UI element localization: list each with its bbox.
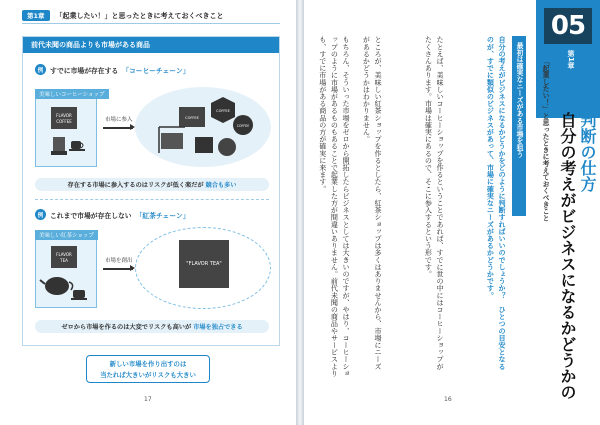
coffee-shop-icon bbox=[41, 103, 91, 163]
example2-lead: これまで市場が存在しない bbox=[50, 211, 132, 220]
tea-brand-sign bbox=[179, 240, 229, 288]
svg-text:FLAVOR: FLAVOR bbox=[56, 252, 72, 257]
page-number-right: 16 bbox=[444, 396, 452, 403]
book-gutter bbox=[296, 0, 304, 425]
enter-market-label: 市場に参入 bbox=[105, 117, 133, 123]
example1-lead: すでに市場が存在する bbox=[50, 66, 119, 75]
example1-highlight: 「コーヒーチェーン」 bbox=[122, 66, 190, 75]
subheading-box bbox=[512, 36, 526, 216]
example2-heading bbox=[35, 209, 190, 220]
illustration-panel bbox=[22, 36, 280, 346]
example1-heading bbox=[35, 64, 190, 75]
strip2-text: ゼロから市場を作るのは大変でリスクも高いが bbox=[61, 324, 192, 331]
strip1-highlight: 競合も多い bbox=[205, 182, 237, 189]
key-takeaway-callout bbox=[86, 355, 210, 383]
chapter-number: 05 bbox=[544, 8, 592, 44]
arrow-right-icon bbox=[103, 268, 133, 270]
create-market-label: 市場を創出 bbox=[105, 258, 133, 264]
callout-line-2: 当たれば大きいがリスクも大きい bbox=[100, 371, 196, 379]
section-title-line2: 判断の仕方 bbox=[578, 112, 597, 192]
running-header bbox=[22, 10, 224, 21]
left-page bbox=[0, 0, 296, 425]
paragraph-coffee: たとえば、美味しいコーヒーショップを作るということであれば、すでに世の中にはコーヒーショップがたくさんあります。市場は確実にあるので、そこに参入するという形です。 bbox=[424, 36, 445, 370]
example-badge: 例 bbox=[35, 64, 46, 75]
subheading-text: 最初は確実なニーズがある市場を狙う bbox=[515, 42, 523, 158]
tea-brand-sign-text: "FLAVOR TEA" bbox=[186, 261, 222, 267]
svg-text:TEA: TEA bbox=[60, 258, 68, 263]
chapter-pill: 第1章 bbox=[22, 10, 50, 21]
callout-line-1: 新しい市場を作り出すのは bbox=[109, 360, 187, 368]
panel-title: 前代未聞の商品よりも市場がある商品 bbox=[23, 37, 279, 53]
svg-text:COFFEE: COFFEE bbox=[185, 116, 199, 120]
svg-text:FLAVOR: FLAVOR bbox=[56, 113, 72, 118]
insight-strip-2 bbox=[35, 320, 269, 333]
chapter-label: 第1章 bbox=[567, 50, 575, 69]
competitor-signs-icon bbox=[145, 93, 265, 163]
tea-store-tag: 美味しい紅茶ショップ bbox=[35, 230, 98, 240]
header-rule bbox=[22, 23, 280, 24]
svg-text:COFFEE: COFFEE bbox=[216, 109, 230, 113]
example2-highlight: 「紅茶チェーン」 bbox=[135, 211, 190, 220]
section-title-line1: 自分の考えがビジネスになるかどうかの bbox=[558, 112, 577, 400]
paragraph-market-pioneer: もちろん、そういった市場をゼロから開拓したらビジネスとしては大きいのですが、やはり、コーヒーショップのように市場があるものもあることで起業した方が間違いありません。前代未聞の商品やサービスよりも、すでに市場がある商品の方が確実に来ます。 bbox=[318, 36, 351, 377]
tea-shop-icon bbox=[39, 244, 95, 306]
svg-text:COFFEE: COFFEE bbox=[56, 119, 72, 124]
strip2-highlight: 市場を独占できる bbox=[193, 324, 243, 331]
page-number-left: 17 bbox=[144, 396, 152, 403]
svg-text:COFFEE: COFFEE bbox=[236, 124, 250, 128]
strip1-text: 存在する市場に参入するのはリスクが低く楽だが bbox=[67, 182, 204, 189]
running-title-vertical: 「起業したい！」と思ったときに考えておくべきこと bbox=[541, 58, 549, 222]
lead-paragraph: 自分の考えがビジネスになるかどうかをどのように判断すればいいのでしょうか？ ひとつの目安となるのが、すでに類似のビジネスがあって、市場に確実なニーズがあるかどうかです。 bbox=[486, 36, 507, 370]
arrow-right-icon bbox=[103, 127, 133, 129]
dashed-divider bbox=[35, 199, 269, 200]
coffee-store-tag: 美味しいコーヒーショップ bbox=[35, 89, 109, 99]
running-header-title: 「起業したい！」と思ったときに考えておくべきこと bbox=[55, 11, 224, 20]
example-badge: 例 bbox=[35, 209, 46, 220]
paragraph-tea: ところが、美味しい紅茶ショップを作るとしたら、紅茶ショップは多くはありませんから、市場にニーズがあるかどうかはわかりません。 bbox=[362, 36, 383, 370]
insight-strip-1 bbox=[35, 178, 269, 191]
